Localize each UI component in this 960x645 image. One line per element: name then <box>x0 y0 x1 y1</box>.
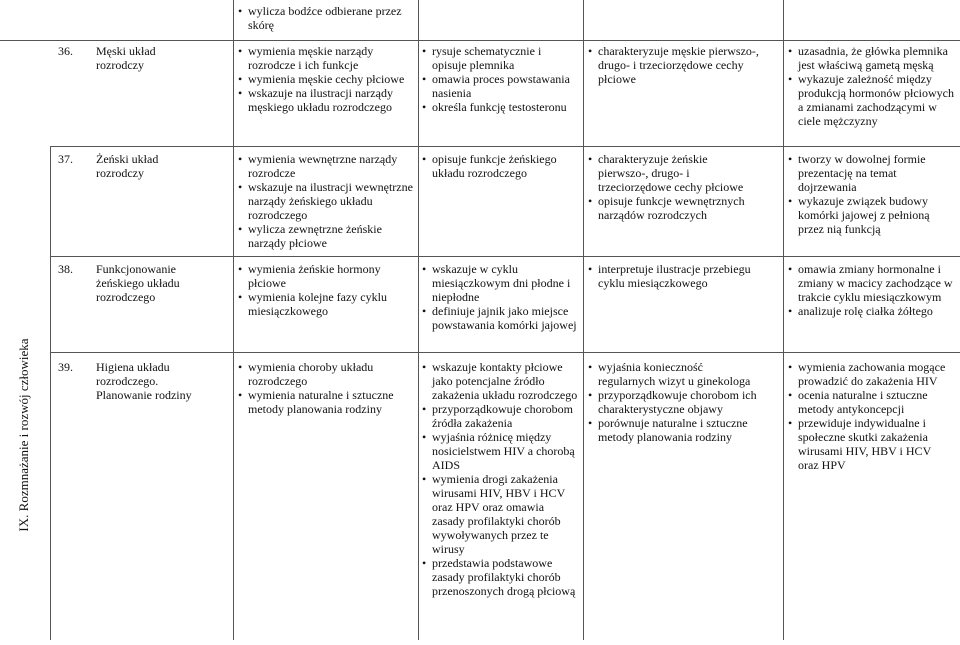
list-item: • wymienia męskie narządy rozrodcze i ich funkcje <box>238 44 414 72</box>
rozszerzajace-cell <box>588 360 760 444</box>
topic-cell: Żeński układ rozrodczy <box>96 152 159 180</box>
section-label: IX. Rozmnażanie i rozwój człowieka <box>16 338 31 532</box>
list-item: • charakteryzuje męskie pierwszo-, drugo- i trzeciorzędowe cechy płciowe <box>588 44 760 86</box>
list-item: • interpretuje ilustracje przebiegu cyklu miesiączkowego <box>588 262 760 290</box>
topic-cell: Funkcjonowanie żeńskiego układu rozrodczego <box>96 262 180 304</box>
list-item: • określa funkcję testosteronu <box>422 100 578 114</box>
row-number: 36. <box>58 44 73 58</box>
list-item: • rysuje schematycznie i opisuje plemnika <box>422 44 578 72</box>
list-item: • tworzy w dowolnej formie prezentację na temat dojrzewania <box>788 152 954 194</box>
column-divider-topic <box>233 0 234 640</box>
podstawowe-cell <box>422 360 578 598</box>
list-item: • porównuje naturalne i sztuczne metody planowania rodziny <box>588 416 760 444</box>
dopelniajace-cell <box>788 152 954 236</box>
list-item: • analizuje rolę ciałka żółtego <box>788 304 954 318</box>
list-item: • przyporządkowuje chorobom ich charakterystyczne objawy <box>588 388 760 416</box>
list-item: • wylicza zewnętrzne żeńskie narządy płciowe <box>238 222 414 250</box>
row-number: 37. <box>58 152 73 166</box>
row-divider-37 <box>50 146 960 147</box>
list-item: • wskazuje na ilustracji wewnętrzne narządy żeńskiego układu rozrodczego <box>238 180 414 222</box>
list-item: • przedstawia podstawowe zasady profilaktyki chorób przenoszonych drogą płciową <box>422 556 578 598</box>
list-item: • wyjaśnia konieczność regularnych wizyt u ginekologa <box>588 360 760 388</box>
list-item: • wymienia żeńskie hormony płciowe <box>238 262 414 290</box>
list-item: • opisuje funkcje wewnętrznych narządów rozrodczych <box>588 194 760 222</box>
list-item: • wymienia wewnętrzne narządy rozrodcze <box>238 152 414 180</box>
konieczne-cell <box>238 360 414 416</box>
list-item: • opisuje funkcje żeńskiego układu rozrodczego <box>422 152 578 180</box>
list-item: • wskazuje kontakty płciowe jako potencjalne źródło zakażenia układu rozrodczego <box>422 360 578 402</box>
konieczne-cell <box>238 152 414 250</box>
column-divider-section <box>50 146 51 640</box>
list-item: • wymienia drogi zakażenia wirusami HIV, HBV i HCV oraz HPV oraz omawia zasady profilaktyki chorób wywoływanych przez te wirusy <box>422 472 578 556</box>
topic-cell: Męski układ rozrodczy <box>96 44 156 72</box>
list-item: • przyporządkowuje chorobom źródła zakażenia <box>422 402 578 430</box>
list-item: • wymienia kolejne fazy cyklu miesiączkowego <box>238 290 414 318</box>
list-item: • wskazuje w cyklu miesiączkowym dni płodne i niepłodne <box>422 262 578 304</box>
dopelniajace-cell <box>788 262 954 318</box>
list-item: • wykazuje związek budowy komórki jajowej z pełnioną przez nią funkcją <box>788 194 954 236</box>
list-item: • definiuje jajnik jako miejsce powstawania komórki jajowej <box>422 304 578 332</box>
rozszerzajace-cell <box>588 152 760 222</box>
list-item: • omawia zmiany hormonalne i zmiany w macicy zachodzące w trakcie cyklu miesiączkowym <box>788 262 954 304</box>
list-item: • wyjaśnia różnicę między nosicielstwem HIV a chorobą AIDS <box>422 430 578 472</box>
row-divider-38 <box>50 256 960 257</box>
dopelniajace-cell <box>788 44 954 128</box>
konieczne-cell <box>238 44 414 114</box>
podstawowe-cell <box>422 152 578 180</box>
konieczne-cell <box>238 262 414 318</box>
rozszerzajace-cell <box>588 44 760 86</box>
list-item: • wskazuje na ilustracji narządy męskiego układu rozrodczego <box>238 86 414 114</box>
row-divider-39 <box>50 352 960 353</box>
list-item: • wymienia zachowania mogące prowadzić do zakażenia HIV <box>788 360 954 388</box>
podstawowe-cell <box>422 44 578 114</box>
dopelniajace-cell <box>788 360 954 472</box>
column-divider-konieczne <box>418 0 419 640</box>
podstawowe-cell <box>422 262 578 332</box>
list-item: • charakteryzuje żeńskie pierwszo-, drugo- i trzeciorzędowe cechy płciowe <box>588 152 760 194</box>
list-item: • ocenia naturalne i sztuczne metody antykoncepcji <box>788 388 954 416</box>
row-number: 38. <box>58 262 73 276</box>
topic-cell: Higiena układu rozrodczego. Planowanie rodziny <box>96 360 192 402</box>
list-item: • uzasadnia, że główka plemnika jest właściwą gametą męską <box>788 44 954 72</box>
list-item: • przewiduje indywidualne i społeczne skutki zakażenia wirusami HIV, HBV i HCV oraz HPV <box>788 416 954 472</box>
list-item: • wymienia naturalne i sztuczne metody planowania rodziny <box>238 388 414 416</box>
rozszerzajace-cell <box>588 262 760 290</box>
list-item: • wymienia męskie cechy płciowe <box>238 72 414 86</box>
previous-row-fragment <box>238 4 413 32</box>
column-divider-podstawowe <box>583 0 584 640</box>
list-item: • omawia proces powstawania nasienia <box>422 72 578 100</box>
row-number: 39. <box>58 360 73 374</box>
row-divider-36 <box>0 40 960 41</box>
list-item: • wykazuje zależność między produkcją hormonów płciowych a zmianami zachodzącymi w ciele mężczyzny <box>788 72 954 128</box>
column-divider-rozszerzajace <box>783 0 784 640</box>
list-item: • wymienia choroby układu rozrodczego <box>238 360 414 388</box>
list-item: • wylicza bodźce odbierane przez skórę <box>238 4 413 32</box>
